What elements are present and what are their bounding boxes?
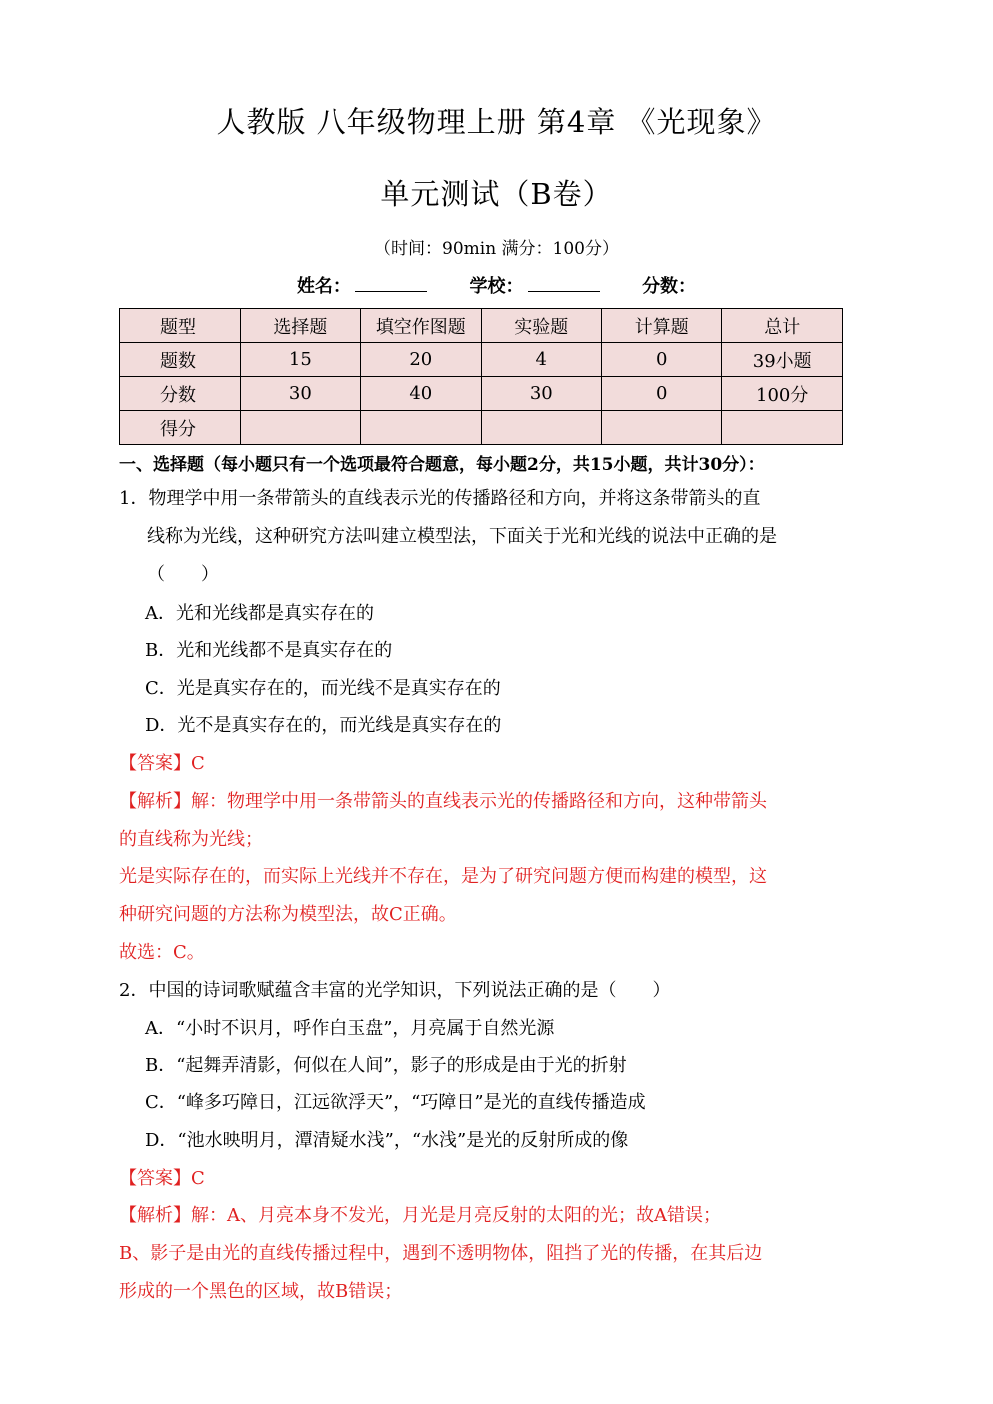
table-row	[120, 411, 843, 445]
answer-value: C	[191, 1168, 205, 1189]
option-d: D．光不是真实存在的，而光线是真实存在的	[145, 715, 502, 736]
table-cell: 40	[361, 377, 481, 411]
answer-line	[119, 749, 205, 775]
analysis-line: 的直线称为光线；	[119, 829, 263, 850]
option-a: A．光和光线都是真实存在的	[145, 603, 374, 624]
answer-tag: 【答案】	[119, 753, 191, 774]
option-d: D．“池水映明月，潭清疑水浅”，“水浅”是光的反射所成的像	[145, 1130, 629, 1151]
table-cell	[361, 411, 481, 445]
answer-value: C	[191, 753, 205, 774]
option-b: B．光和光线都不是真实存在的	[145, 640, 393, 661]
table-row	[120, 377, 843, 411]
section-heading: 一、选择题（每小题只有一个选项最符合题意，每小题2分，共15小题，共计30分）：	[119, 455, 765, 475]
table-cell	[240, 411, 360, 445]
question-stem: （ ）	[147, 564, 219, 585]
document-subtitle-title: 单元测试（B卷）	[380, 177, 613, 211]
table-cell: 计算题	[602, 309, 722, 343]
score-table	[119, 308, 843, 445]
analysis-line: B、影子是由光的直线传播过程中，遇到不透明物体，阻挡了光的传播，在其后边	[119, 1243, 763, 1264]
table-cell: 0	[602, 343, 722, 377]
school-label: 学校：	[469, 276, 524, 297]
analysis-line	[119, 787, 767, 813]
table-header-row	[120, 309, 843, 343]
analysis-text: 解：物理学中用一条带箭头的直线表示光的传播路径和方向，这种带箭头	[191, 791, 767, 812]
analysis-line: 光是实际存在的，而实际上光线并不存在，是为了研究问题方便而构建的模型，这	[119, 866, 767, 887]
score-label: 分数：	[642, 276, 697, 297]
table-cell: 题型	[120, 309, 241, 343]
table-cell: 100分	[722, 377, 843, 411]
question-stem: 1．物理学中用一条带箭头的直线表示光的传播路径和方向，并将这条带箭头的直	[119, 488, 761, 509]
analysis-line: 形成的一个黑色的区域，故B错误；	[119, 1281, 403, 1302]
table-cell: 4	[481, 343, 601, 377]
school-blank	[528, 275, 600, 292]
table-cell: 分数	[120, 377, 241, 411]
table-cell	[722, 411, 843, 445]
table-cell: 实验题	[481, 309, 601, 343]
table-cell: 填空作图题	[361, 309, 481, 343]
choice-line: 故选：C。	[119, 942, 205, 963]
analysis-line	[119, 1201, 721, 1227]
table-cell	[602, 411, 722, 445]
table-cell	[481, 411, 601, 445]
option-c: C．光是真实存在的，而光线不是真实存在的	[145, 678, 501, 699]
table-cell: 得分	[120, 411, 241, 445]
analysis-text: 解：A、月亮本身不发光，月光是月亮反射的太阳的光；故A错误；	[191, 1205, 721, 1226]
question-stem: 2．中国的诗词歌赋蕴含丰富的光学知识，下列说法正确的是（ ）	[119, 980, 671, 1001]
table-cell: 15	[240, 343, 360, 377]
option-a: A．“小时不识月，呼作白玉盘”，月亮属于自然光源	[145, 1018, 555, 1039]
table-cell: 30	[481, 377, 601, 411]
answer-line	[119, 1164, 205, 1190]
option-c: C．“峰多巧障日，江远欲浮天”，“巧障日”是光的直线传播造成	[145, 1092, 646, 1113]
name-label: 姓名：	[296, 276, 351, 297]
time-score-note: （时间：90min 满分：100分）	[374, 239, 619, 259]
document-title: 人教版 八年级物理上册 第4章 《光现象》	[216, 105, 777, 139]
analysis-line: 种研究问题的方法称为模型法，故C正确。	[119, 904, 457, 925]
table-row	[120, 343, 843, 377]
option-b: B．“起舞弄清影，何似在人间”，影子的形成是由于光的折射	[145, 1055, 627, 1076]
table-cell: 选择题	[240, 309, 360, 343]
answer-tag: 【答案】	[119, 1168, 191, 1189]
table-cell: 题数	[120, 343, 241, 377]
table-cell: 39小题	[722, 343, 843, 377]
table-cell: 20	[361, 343, 481, 377]
analysis-tag: 【解析】	[119, 791, 191, 812]
table-cell: 30	[240, 377, 360, 411]
table-cell: 总计	[722, 309, 843, 343]
table-cell: 0	[602, 377, 722, 411]
name-blank	[355, 275, 427, 292]
analysis-tag: 【解析】	[119, 1205, 191, 1226]
student-info-row	[0, 272, 993, 298]
question-stem: 线称为光线，这种研究方法叫建立模型法，下面关于光和光线的说法中正确的是	[147, 526, 777, 547]
